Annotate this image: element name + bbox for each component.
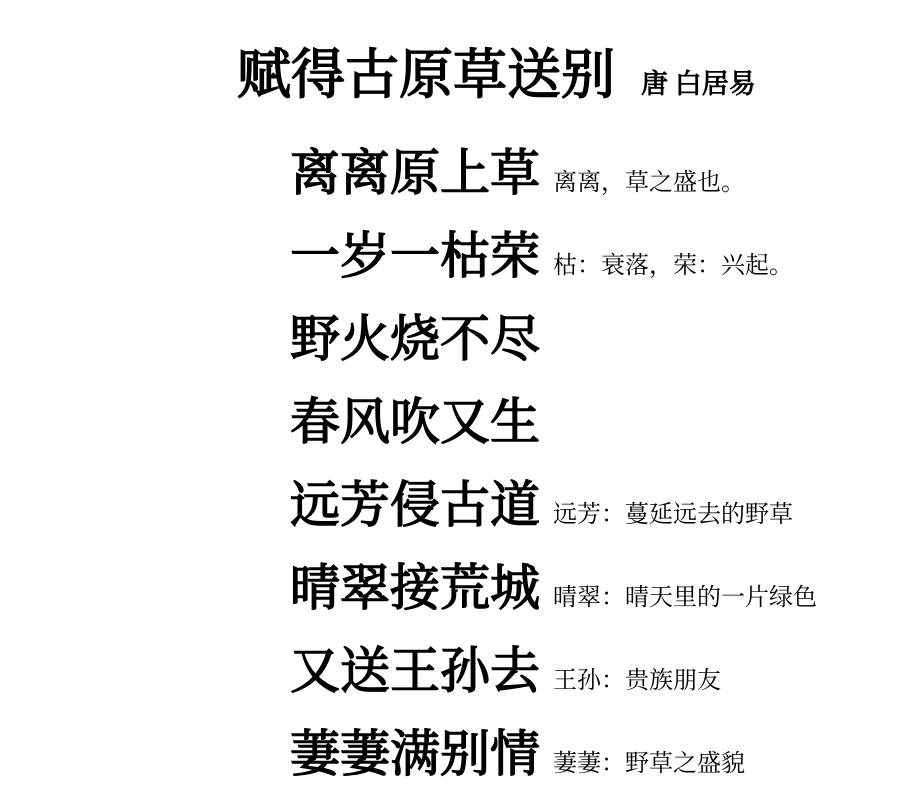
poem-note: 王孙：贵族朋友 [553, 668, 721, 694]
poem-note: 枯：衰落，荣：兴起。 [553, 253, 793, 279]
poem-line [290, 311, 900, 397]
poem-verse: 萋萋满别情 [290, 726, 540, 782]
poem-note: 远芳：蔓延远去的野草 [553, 502, 793, 528]
poem-title-row [0, 0, 900, 105]
poem-line [290, 394, 900, 480]
poem-verse: 春风吹又生 [290, 394, 540, 450]
poem-note: 离离，草之盛也。 [553, 170, 745, 196]
poem-note: 晴翠：晴天里的一片绿色 [553, 585, 817, 611]
poem-verse: 离离原上草 [290, 145, 540, 201]
poem-line [290, 228, 900, 314]
poem-title: 赋得古原草送别 [237, 45, 615, 105]
poem-verse: 远芳侵古道 [290, 477, 540, 533]
poem-line [290, 477, 900, 563]
poem-author: 唐 白居易 [641, 69, 756, 99]
poem-lines [0, 102, 900, 812]
poem-note: 萋萋：野草之盛貌 [553, 751, 745, 777]
poem-verse: 一岁一枯荣 [290, 228, 540, 284]
poem-line [290, 560, 900, 646]
poem-line [290, 145, 900, 231]
poem-line [290, 643, 900, 729]
poem-verse: 野火烧不尽 [290, 311, 540, 367]
poem-verse: 又送王孙去 [290, 643, 540, 699]
poem-line [290, 726, 900, 812]
poem-verse: 晴翠接荒城 [290, 560, 540, 616]
